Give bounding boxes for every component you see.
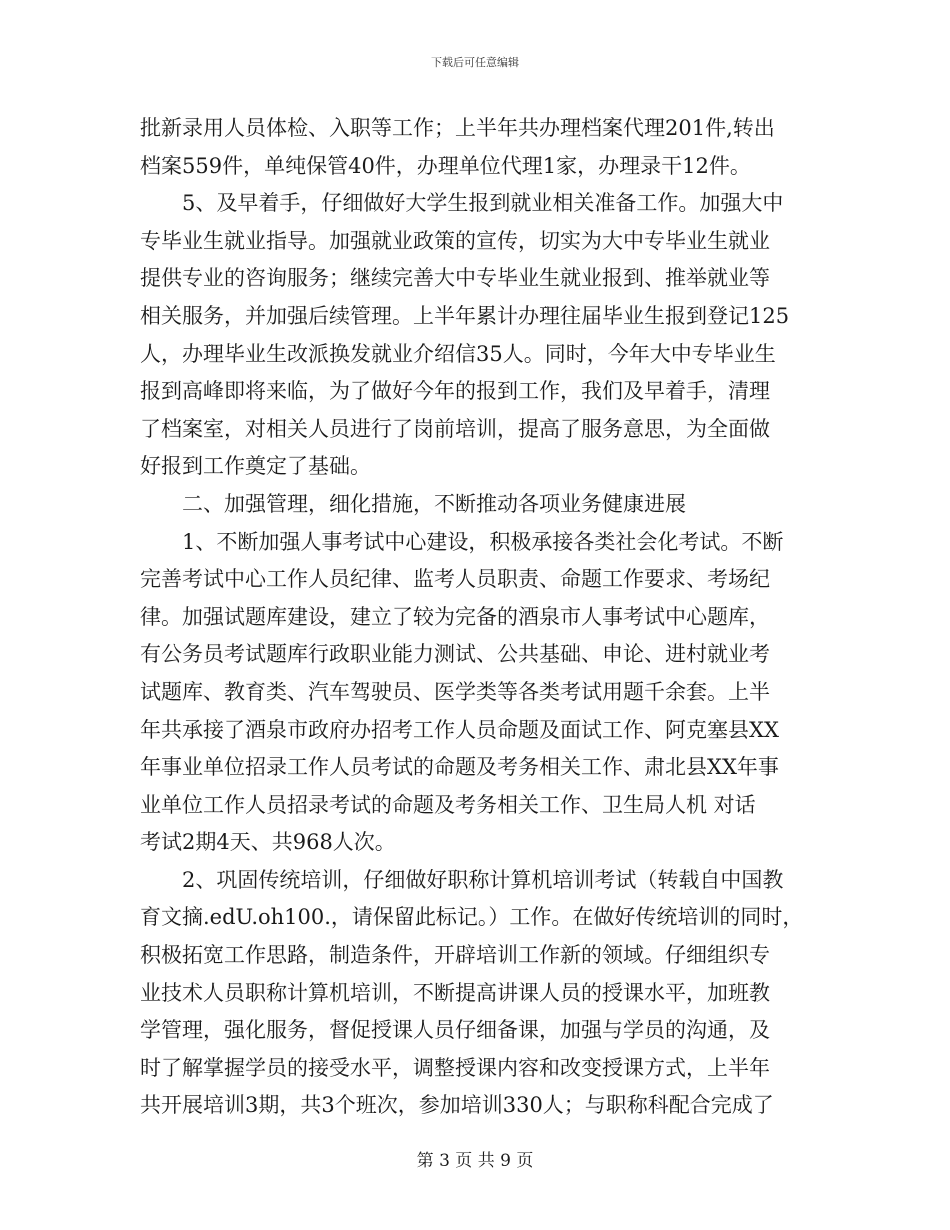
text-line: 专毕业生就业指导。加强就业政策的宣传，切实为大中专毕业生就业 [140,228,770,253]
text-line: 档案559件，单纯保管40件，办理单位代理1家，办理录干12件。 [140,153,751,178]
text-line: 业技术人员职称计算机培训，不断提高讲课人员的授课水平，加班教 [140,980,770,1005]
text-line: 人，办理毕业生改派换发就业介绍信35人。同时，今年大中专毕业生 [140,341,776,366]
text-line: 业单位工作人员招录考试的命题及考务相关工作、卫生局人机 对话 [140,792,756,817]
text-line: 1、不断加强人事考试中心建设，积极承接各类社会化考试。不断 [182,529,784,554]
text-line: 完善考试中心工作人员纪律、监考人员职责、命题工作要求、考场纪 [140,567,770,592]
text-line: 二、加强管理，细化措施，不断推动各项业务健康进展 [182,491,686,516]
document-body [140,110,820,1125]
text-line: 年事业单位招录工作人员考试的命题及考务相关工作、肃北县XX年事 [140,755,779,780]
text-line: 试题库、教育类、汽车驾驶员、医学类等各类考试用题千余套。上半 [140,679,770,704]
page-footer: 第 3 页 共 9 页 [416,1151,534,1171]
text-line: 育文摘.edU.oh100.，请保留此标记。）工作。在做好传统培训的同时， [140,905,804,930]
text-line: 积极拓宽工作思路，制造条件，开辟培训工作新的领域。仔细组织专 [140,943,770,968]
text-line: 2、巩固传统培训，仔细做好职称计算机培训考试（转载自中国教 [182,867,784,892]
text-line: 年共承接了酒泉市政府办招考工作人员命题及面试工作、阿克塞县XX [140,717,779,742]
text-line: 好报到工作奠定了基础。 [140,454,371,479]
text-line: 时了解掌握学员的接受水平，调整授课内容和改变授课方式，上半年 [140,1055,770,1080]
text-line: 报到高峰即将来临，为了做好今年的报到工作，我们及早着手，清理 [140,379,770,404]
text-line: 共开展培训3期，共3个班次，参加培训330人；与职称科配合完成了 [140,1093,774,1118]
text-line: 了档案室，对相关人员进行了岗前培训，提高了服务意思，为全面做 [140,416,770,441]
text-line: 提供专业的咨询服务；继续完善大中专毕业生就业报到、推举就业等 [140,266,770,291]
text-line: 考试2期4天、共968人次。 [140,830,396,855]
text-line: 学管理，强化服务，督促授课人员仔细备课，加强与学员的沟通，及 [140,1018,770,1043]
text-line: 律。加强试题库建设，建立了较为完备的酒泉市人事考试中心题库， [140,604,770,629]
text-line: 有公务员考试题库行政职业能力测试、公共基础、申论、进村就业考 [140,642,770,667]
page-header: 下载后可任意编辑 [431,56,519,69]
text-line: 批新录用人员体检、入职等工作；上半年共办理档案代理201件,转出 [140,116,775,140]
text-line: 5、及早着手，仔细做好大学生报到就业相关准备工作。加强大中 [182,191,784,216]
text-line: 相关服务，并加强后续管理。上半年累计办理往届毕业生报到登记125 [140,303,790,328]
